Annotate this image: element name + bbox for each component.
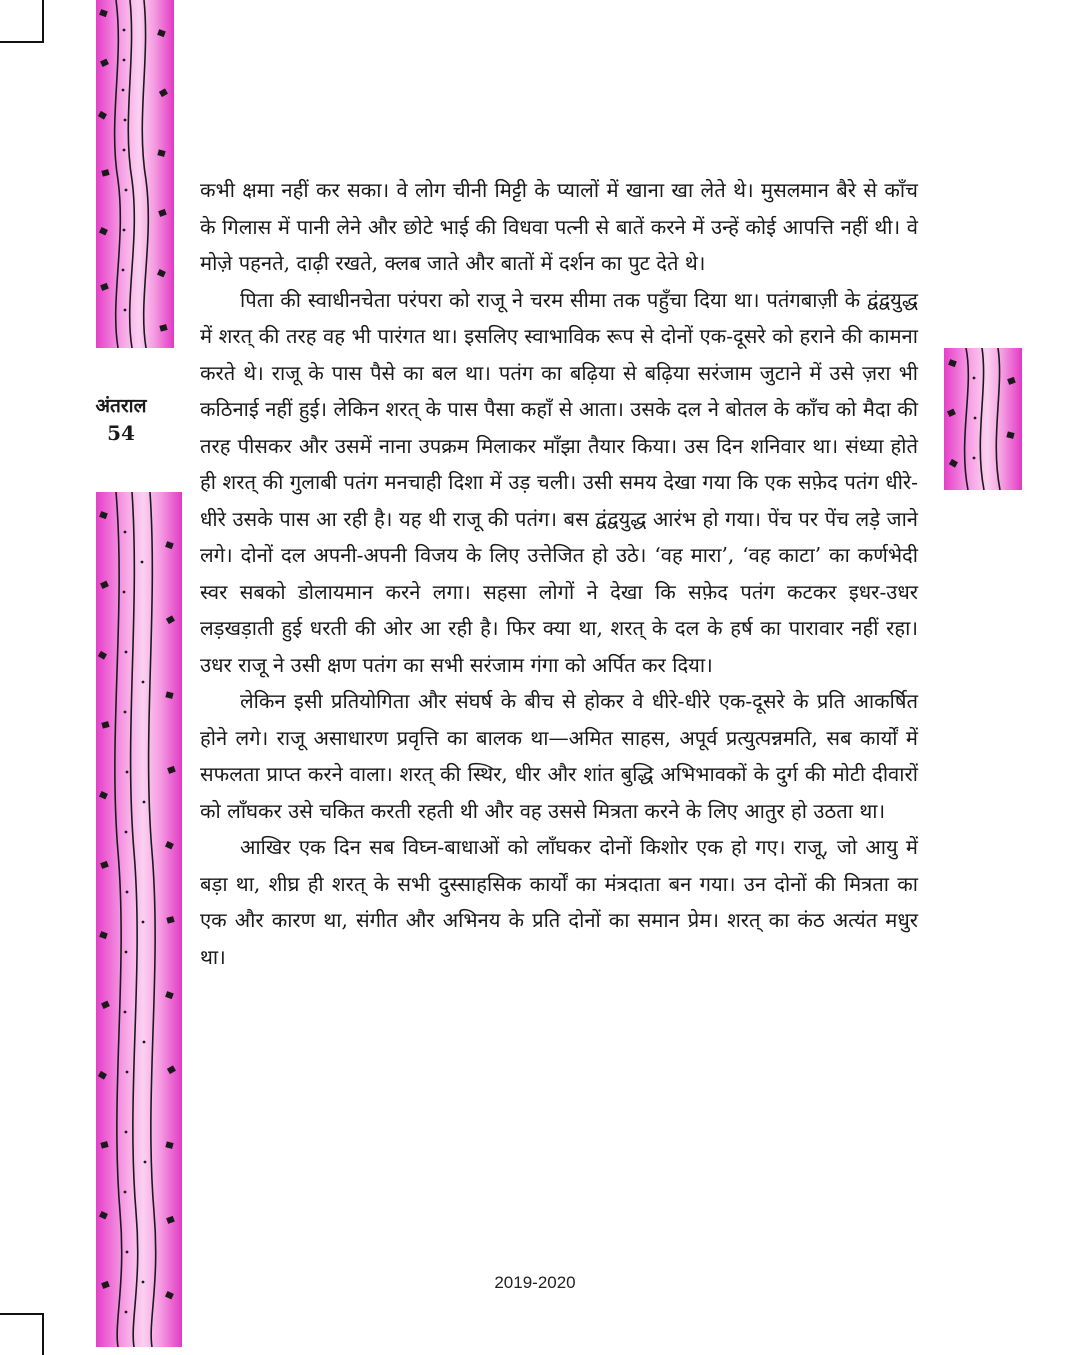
- footer-year: 2019-2020: [494, 1273, 576, 1292]
- decorative-border-bottom-left: [96, 492, 182, 1347]
- decorative-pattern: [96, 492, 182, 1347]
- crop-mark-bottom-v: [42, 1313, 44, 1355]
- section-label: अंतराल: [95, 395, 147, 417]
- paragraph: कभी क्षमा नहीं कर सका। वे लोग चीनी मिट्टी के प्यालों में खाना खा लेते थे। मुसलमान बैरे से काँच के गिलास में पानी लेने और छोटे भाई की विधवा पत्नी से बातें करने में उन्हें कोई आपत्ति नहीं थी। वे मोज़े पहनते, दाढ़ी रखते, क्लब जाते और बातों में दर्शन का पुट देते थे।: [200, 178, 918, 275]
- decorative-pattern: [944, 348, 1022, 490]
- page-number: 54: [107, 421, 135, 445]
- paragraph: पिता की स्वाधीनचेता परंपरा को राजू ने चरम सीमा तक पहुँचा दिया था। पतंगबाज़ी के द्वंद्वयुद्ध में शरत् की तरह वह भी पारंगत था। इसलिए स्वाभाविक रूप से दोनों एक-दूसरे को हराने की कामना करते थे। राजू के पास पैसे का बल था। पतंग का बढ़िया से बढ़िया सरंजाम जुटाने में उसे ज़रा भी कठिनाई नहीं हुई। लेकिन शरत् के पास पैसा कहाँ से आता। उसके दल ने बोतल के काँच को मैदा की तरह पीसकर और उसमें नाना उपक्रम मिलाकर माँझा तैयार किया। उस दिन शनिवार था। संध्या होते ही शरत् की गुलाबी पतंग मनचाही दिशा में उड़ चली। उसी समय देखा गया कि एक सफ़ेद पतंग धीरे-धीरे उसके पास आ रही है। यह थी राजू की पतंग। बस द्वंद्वयुद्ध आरंभ हो गया। पेंच पर पेंच लड़े जाने लगे। दोनों दल अपनी-अपनी विजय के लिए उत्तेजित हो उठे। ‘वह मारा’, ‘वह काटा’ का कर्णभेदी स्वर सबको डोलायमान करने लगा। सहसा लोगों ने देखा कि सफ़ेद पतंग कटकर इधर-उधर लड़खड़ाती हुई धरती की ओर आ रही है। फिर क्या था, शरत् के दल के हर्ष का पारावार नहीं रहा। उधर राजू ने उसी क्षण पतंग का सभी सरंजाम गंगा को अर्पित कर दिया।: [200, 287, 918, 677]
- page-label: [84, 394, 158, 448]
- crop-mark-bottom-h: [0, 1313, 44, 1315]
- crop-mark-top-h: [0, 41, 44, 43]
- decorative-border-top-left: [96, 0, 174, 348]
- paragraph: लेकिन इसी प्रतियोगिता और संघर्ष के बीच से होकर वे धीरे-धीरे एक-दूसरे के प्रति आकर्षित होने लगे। राजू असाधारण प्रवृत्ति का बालक था—अमित साहस, अपूर्व प्रत्युत्पन्नमति, सब कार्यों में सफलता प्राप्त करने वाला। शरत् की स्थिर, धीर और शांत बुद्धि अभिभावकों के दुर्ग की मोटी दीवारों को लाँघकर उसे चकित करती रहती थी और वह उससे मित्रता करने के लिए आतुर हो उठता था।: [200, 689, 918, 823]
- crop-mark-top-v: [42, 0, 44, 43]
- paragraph: आखिर एक दिन सब विघ्न-बाधाओं को लाँघकर दोनों किशोर एक हो गए। राजू, जो आयु में बड़ा था, शीघ्र ही शरत् के सभी दुस्साहसिक कार्यों का मंत्रदाता बन गया। उन दोनों की मित्रता का एक और कारण था, संगीत और अभिनय के प्रति दोनों का समान प्रेम। शरत् का कंठ अत्यंत मधुर था।: [200, 835, 918, 969]
- body-text: [200, 172, 918, 975]
- decorative-border-right: [944, 348, 1022, 490]
- decorative-pattern: [96, 0, 174, 348]
